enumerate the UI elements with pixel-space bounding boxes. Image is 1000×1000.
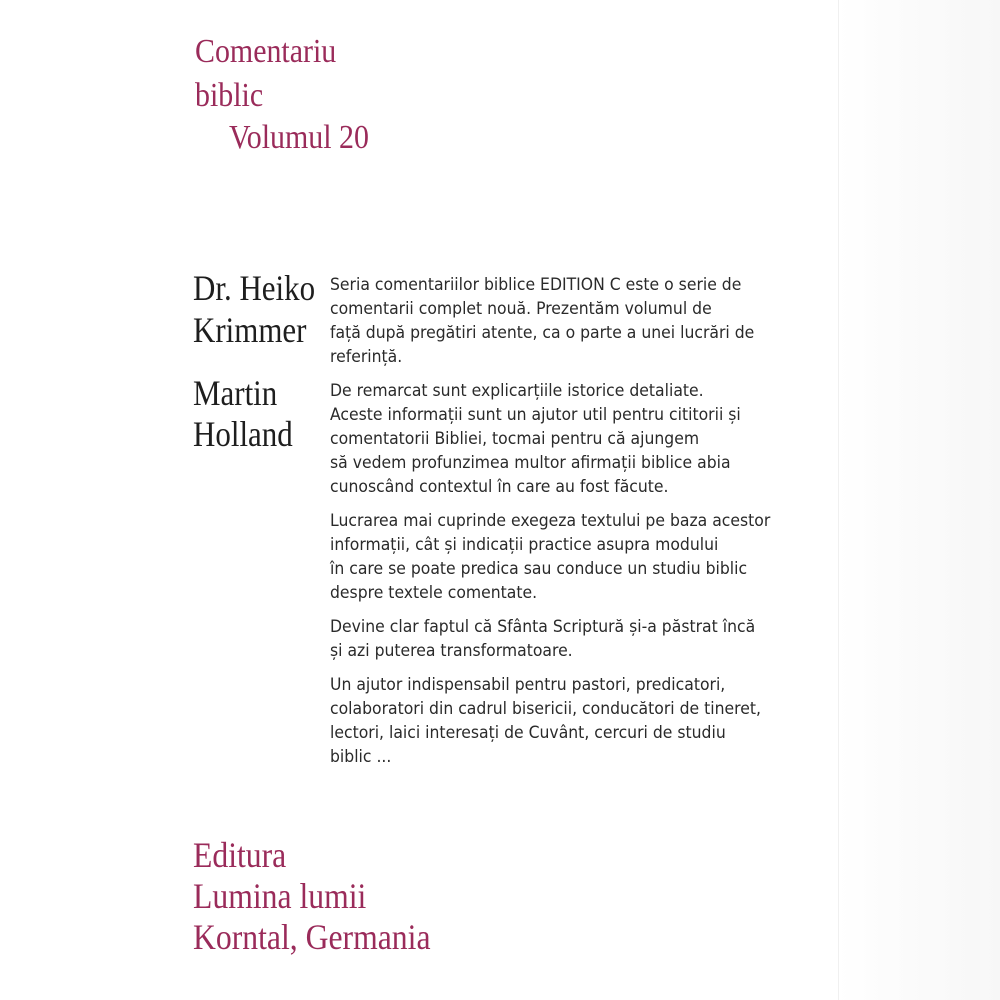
description-paragraph (330, 509, 800, 605)
publisher-line-3: Korntal, Germania (193, 917, 431, 957)
series-title-line-2: biblic (195, 77, 264, 114)
series-title-line-1: Comentariu (195, 33, 337, 70)
description-line: despre textele comentate. (330, 583, 538, 603)
description-line: biblic ... (330, 747, 392, 767)
publisher-line-2: Lumina lumii (193, 876, 367, 916)
description-paragraph (330, 273, 800, 369)
description-line: De remarcat sunt explicarțiile istorice detaliate. (330, 381, 704, 401)
author-1-name-line-2: Krimmer (193, 310, 307, 350)
description-line: Un ajutor indispensabil pentru pastori, predicatori, (330, 675, 726, 695)
publisher-line-1: Editura (193, 835, 287, 875)
description-line: Devine clar faptul că Sfânta Scriptură și-a păstrat încă (330, 617, 756, 637)
description-line: Aceste informații sunt un ajutor util pentru cititorii și (330, 405, 741, 425)
description-paragraph (330, 379, 800, 499)
description-line: colaboratori din cadrul bisericii, conducători de tineret, (330, 699, 761, 719)
author-1-name-line-1: Dr. Heiko (193, 268, 316, 308)
book-description (330, 273, 800, 779)
cover-edge-line (838, 0, 839, 1000)
description-line: în care se poate predica sau conduce un studiu biblic (330, 559, 748, 579)
author-2-name-line-2: Holland (193, 414, 293, 454)
description-line: Lucrarea mai cuprinde exegeza textului pe baza acestor (330, 511, 771, 531)
description-line: Seria comentariilor biblice EDITION C este o serie de (330, 275, 742, 295)
description-line: comentarii complet nouă. Prezentăm volumul de (330, 299, 712, 319)
description-line: cunoscând contextul în care au fost făcute. (330, 477, 669, 497)
description-line: comentatorii Bibliei, tocmai pentru că ajungem (330, 429, 700, 449)
description-line: lectori, laici interesați de Cuvânt, cercuri de studiu (330, 723, 726, 743)
description-line: și azi puterea transformatoare. (330, 641, 573, 661)
description-paragraph (330, 673, 800, 769)
volume-number: Volumul 20 (229, 119, 369, 156)
author-2-name-line-1: Martin (193, 373, 278, 413)
description-line: referință. (330, 347, 403, 367)
description-line: față după pregătiri atente, ca o parte a unei lucrări de (330, 323, 755, 343)
description-line: să vedem profunzimea multor afirmații biblice abia (330, 453, 731, 473)
description-paragraph (330, 615, 800, 663)
description-line: informații, cât și indicații practice asupra modului (330, 535, 719, 555)
cover-edge-shading (838, 0, 1000, 1000)
